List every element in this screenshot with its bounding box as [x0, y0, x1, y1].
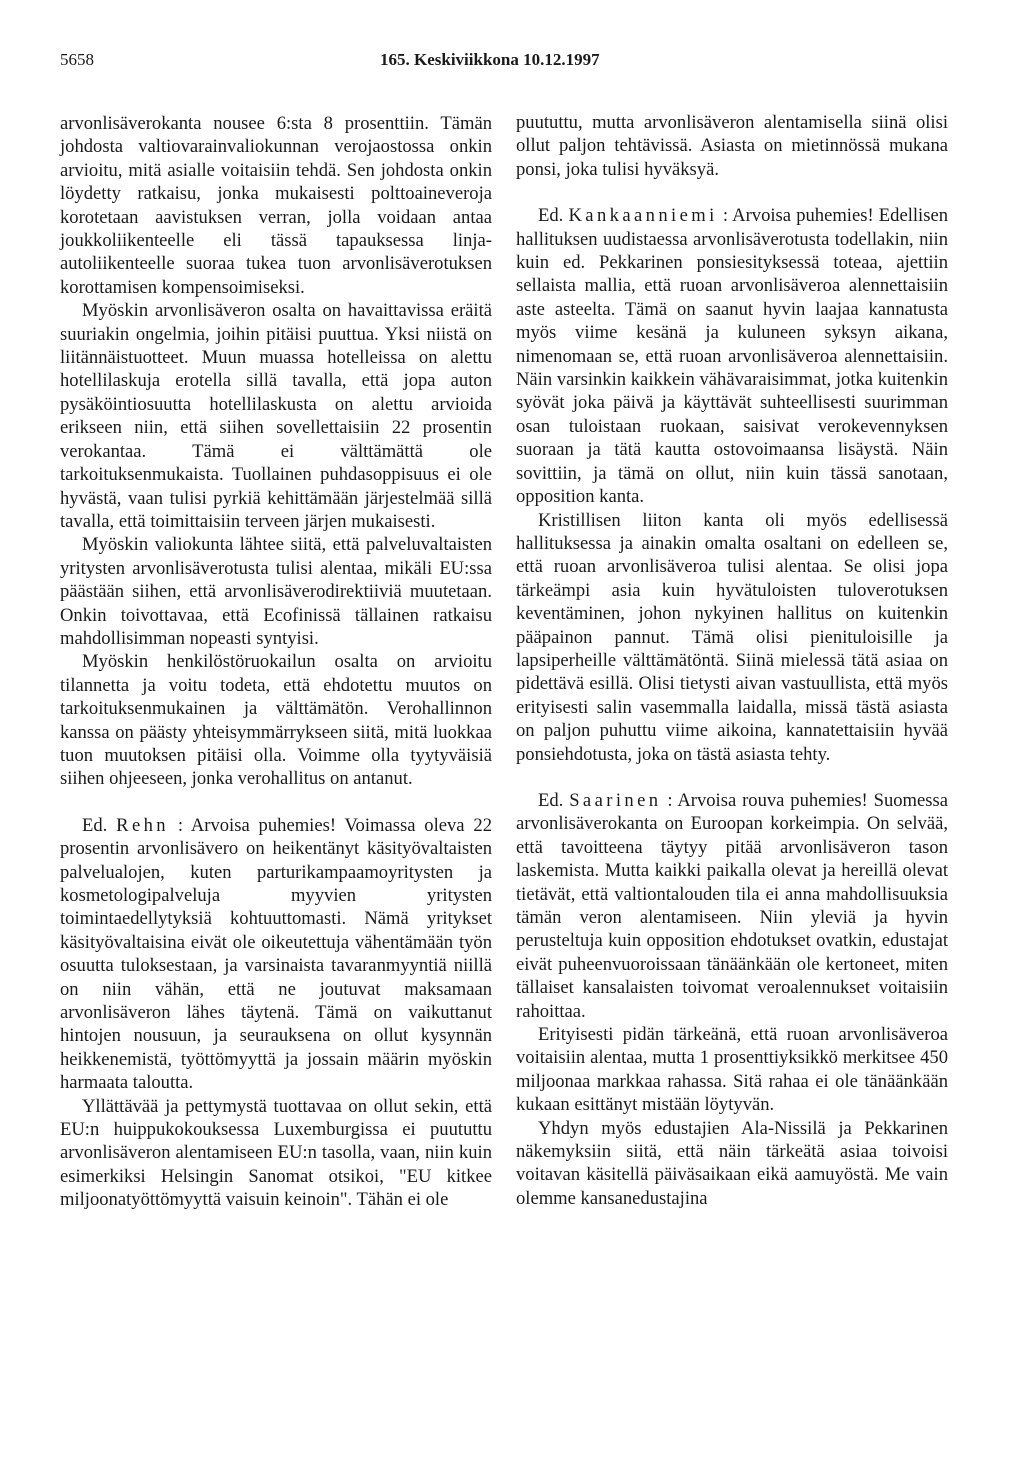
left-column [60, 112, 492, 1212]
speech-saarinen [516, 789, 948, 1023]
speaker-title: Ed. [538, 789, 570, 811]
speaker-title: Ed. [82, 814, 117, 836]
speech-rehn [60, 814, 492, 1095]
paragraph: arvonlisäverokanta nousee 6:sta 8 prosenttiin. Tämän johdosta valtiovarainvaliokunnan verojaostossa onkin arvioitu, mitä asialle voitaisiin tehdä. Sen johdosta onkin löydetty ratkaisu, jonka mukaisesti polttoaineveroja korotetaan aavistuksen verran, jolla voidaan antaa joukkoliikenteelle eli tässä tapauksessa linja-autoliikenteelle suoraa tukea tuon arvonlisäverotuksen korottamisen kompensoimiseksi. [60, 113, 492, 298]
speaker-name: Rehn [116, 814, 170, 836]
paragraph: Yllättävää ja pettymystä tuottavaa on ollut sekin, että EU:n huippukokouksessa Luxemburgissa ei puututtu arvonlisäveron alentamiseen EU:n tasolla, vaan, niin kuin esimerkiksi Helsingin Sanomat otsikoi, "EU kitkee miljoonatyöttömyyttä vaisuin keinoin". Tähän ei ole [60, 1095, 492, 1211]
paragraph: puututtu, mutta arvonlisäveron alentamisella siinä olisi ollut paljon tehtävissä. Asiasta on mietinnössä mukana ponsi, joka tulisi hyväksyä. [516, 112, 948, 180]
paragraph: Erityisesti pidän tärkeänä, että ruoan arvonlisäveroa voitaisiin alentaa, mutta 1 prosenttiyksikkö merkitsee 450 miljoonaa markkaa rahassa. Sitä rahaa ei ole tänäänkään kukaan esittänyt mistään löytyvän. [516, 1024, 948, 1116]
paragraph: Myöskin valiokunta lähtee siitä, että palveluvaltaisten yritysten arvonlisäverotusta tulisi alentaa, mikäli EU:ssa päästään siihen, että arvonlisäverodirektiiviä muutetaan. Onkin toivottavaa, että Ecofinissä tällainen ratkaisu mahdollisimman nopeasti syntyisi. [60, 534, 492, 649]
speaker-name: Kankaanniemi [568, 205, 718, 227]
speech-text: : Arvoisa rouva puhemies! Suomessa arvonlisäverokanta on Euroopan korkeimpia. On selvää, että tavoitteena täytyy pitää arvonlisäveron tason laskemista. Mutta kaikki paikalla olevat ja hereillä olevat tietävät, että valtiontalouden tila ei anna mahdollisuuksia tämän veron alentamiseen. Niin yleviä ja hyvin perusteltuja kuin opposition ehdotukset ovatkin, edustajat eivät puheenvuoroissaan tänäänkään ole kertoneet, miten tällaiset kansalaisten toivomat veroalennukset voitaisiin rahoittaa. [516, 789, 948, 1022]
paragraph: Myöskin arvonlisäveron osalta on havaittavissa eräitä suuriakin ongelmia, joihin pitäisi puuttua. Yksi niistä on liitännäistuotteet. Muun muassa hotelleissa on alettu hotellilaskuja erotella sillä tavalla, että jopa auton pysäköintiosuutta hotellilaskusta on alettu arvioida erikseen niin, että siihen sovellettaisiin 22 prosentin verokantaa. Tämä ei välttämättä ole tarkoituksenmukaista. Tuollainen puhdasoppisuus ei ole hyvästä, vaan tulisi pyrkiä kehittämään järjestelmää sillä tavalla, että toimittaisiin terveen järjen mukaisesti. [60, 300, 492, 532]
issue-title: 165. Keskiviikkona 10.12.1997 [380, 50, 600, 69]
page-header [60, 50, 960, 74]
paragraph: Yhdyn myös edustajien Ala-Nissilä ja Pekkarinen näkemyksiin siitä, että näin tärkeätä asiaa toivoisi voitavan käsitellä päiväsaikaan eikä aamuyöstä. Me vain olemme kansanedustajina [516, 1117, 948, 1209]
speaker-title: Ed. [538, 205, 569, 227]
speech-text: : Arvoisa puhemies! Voimassa oleva 22 prosentin arvonlisävero on heikentänyt käsityövaltaisten palvelualojen, kuten parturikampaamoyritysten ja kosmetologipalveluja myyvien yritysten toimintaedellytyksiä kohtuuttomasti. Nämä yritykset käsityövaltaisina eivät ole oikeutettuja vähentämään työn osuutta tuloksestaan, ja varsinaista tavaranmyyntiä niillä on niin vähän, että ne joutuvat maksamaan arvonlisäveron lähes täytenä. Tämä on vaikuttanut hintojen nousuun, ja seurauksena on ollut kysynnän heikkenemistä, työttömyyttä ja jossain määrin myöskin harmaata taloutta. [60, 814, 492, 1094]
right-column [516, 111, 948, 1210]
speech-kankaanniemi [516, 204, 948, 508]
paragraph: Myöskin henkilöstöruokailun osalta on arvioitu tilannetta ja voitu todeta, että ehdotettu muutos on tarkoituksenmukainen ja välttämätön. Verohallinnon kanssa on päästy yhteisymmärrykseen siitä, mitä luokkaa tuon muutoksen pitäisi olla. Voimme olla tyytyväisiä siihen ohjeeseen, jonka verohallitus on antanut. [60, 651, 492, 790]
speaker-name: Saarinen [569, 789, 662, 811]
speech-text: : Arvoisa puhemies! Edellisen hallituksen uudistaessa arvonlisäverotusta todellakin, niin kuin ed. Pekkarinen ponsiesityksessä toteaa, ajettiin sellaista mallia, että ruoan arvonlisäveroa alennettaisiin aste asteelta. Tämä on saanut hyvin laajaa kannatusta myös viime kesänä ja kuluneen syksyn aikana, nimenomaan se, että ruoan arvonlisäveroa alennettaisiin. Näin varsinkin kaikkein vähävaraisimmat, jotka kuitenkin syövät joka päivä ja käyttävät suhteellisesti suurimman osan tuloistaan ruokaan, saisivat verokevennyksen suoraan ja tätä kautta ostovoimaansa lisäystä. Näin sovittiin, ja tämä on ollut, niin kuin tässä sanotaan, opposition kanta. [516, 205, 948, 508]
paragraph: Kristillisen liiton kanta oli myös edellisessä hallituksessa ja ainakin omalta osaltani on edelleen se, että ruoan arvonlisäveroa tulisi alentaa. Se olisi jopa tärkeämpi asia kuin hyvätuloisten tuloverotuksen keventäminen, johon nykyinen hallitus on kuitenkin pääpainon pannut. Tämä olisi pienituloisille ja lapsiperheille välttämätöntä. Siinä mielessä tätä asiaa on pidettävä esillä. Olisi tietysti aivan vastuullista, että myös erityisesti salin vasemmalla laidalla, missä tästä asiasta on paljon puhuttu viime aikoina, kannatettaisiin hyvää ponsiehdotusta, joka on tästä asiasta tehty. [516, 509, 948, 765]
page-number: 5658 [60, 50, 94, 69]
